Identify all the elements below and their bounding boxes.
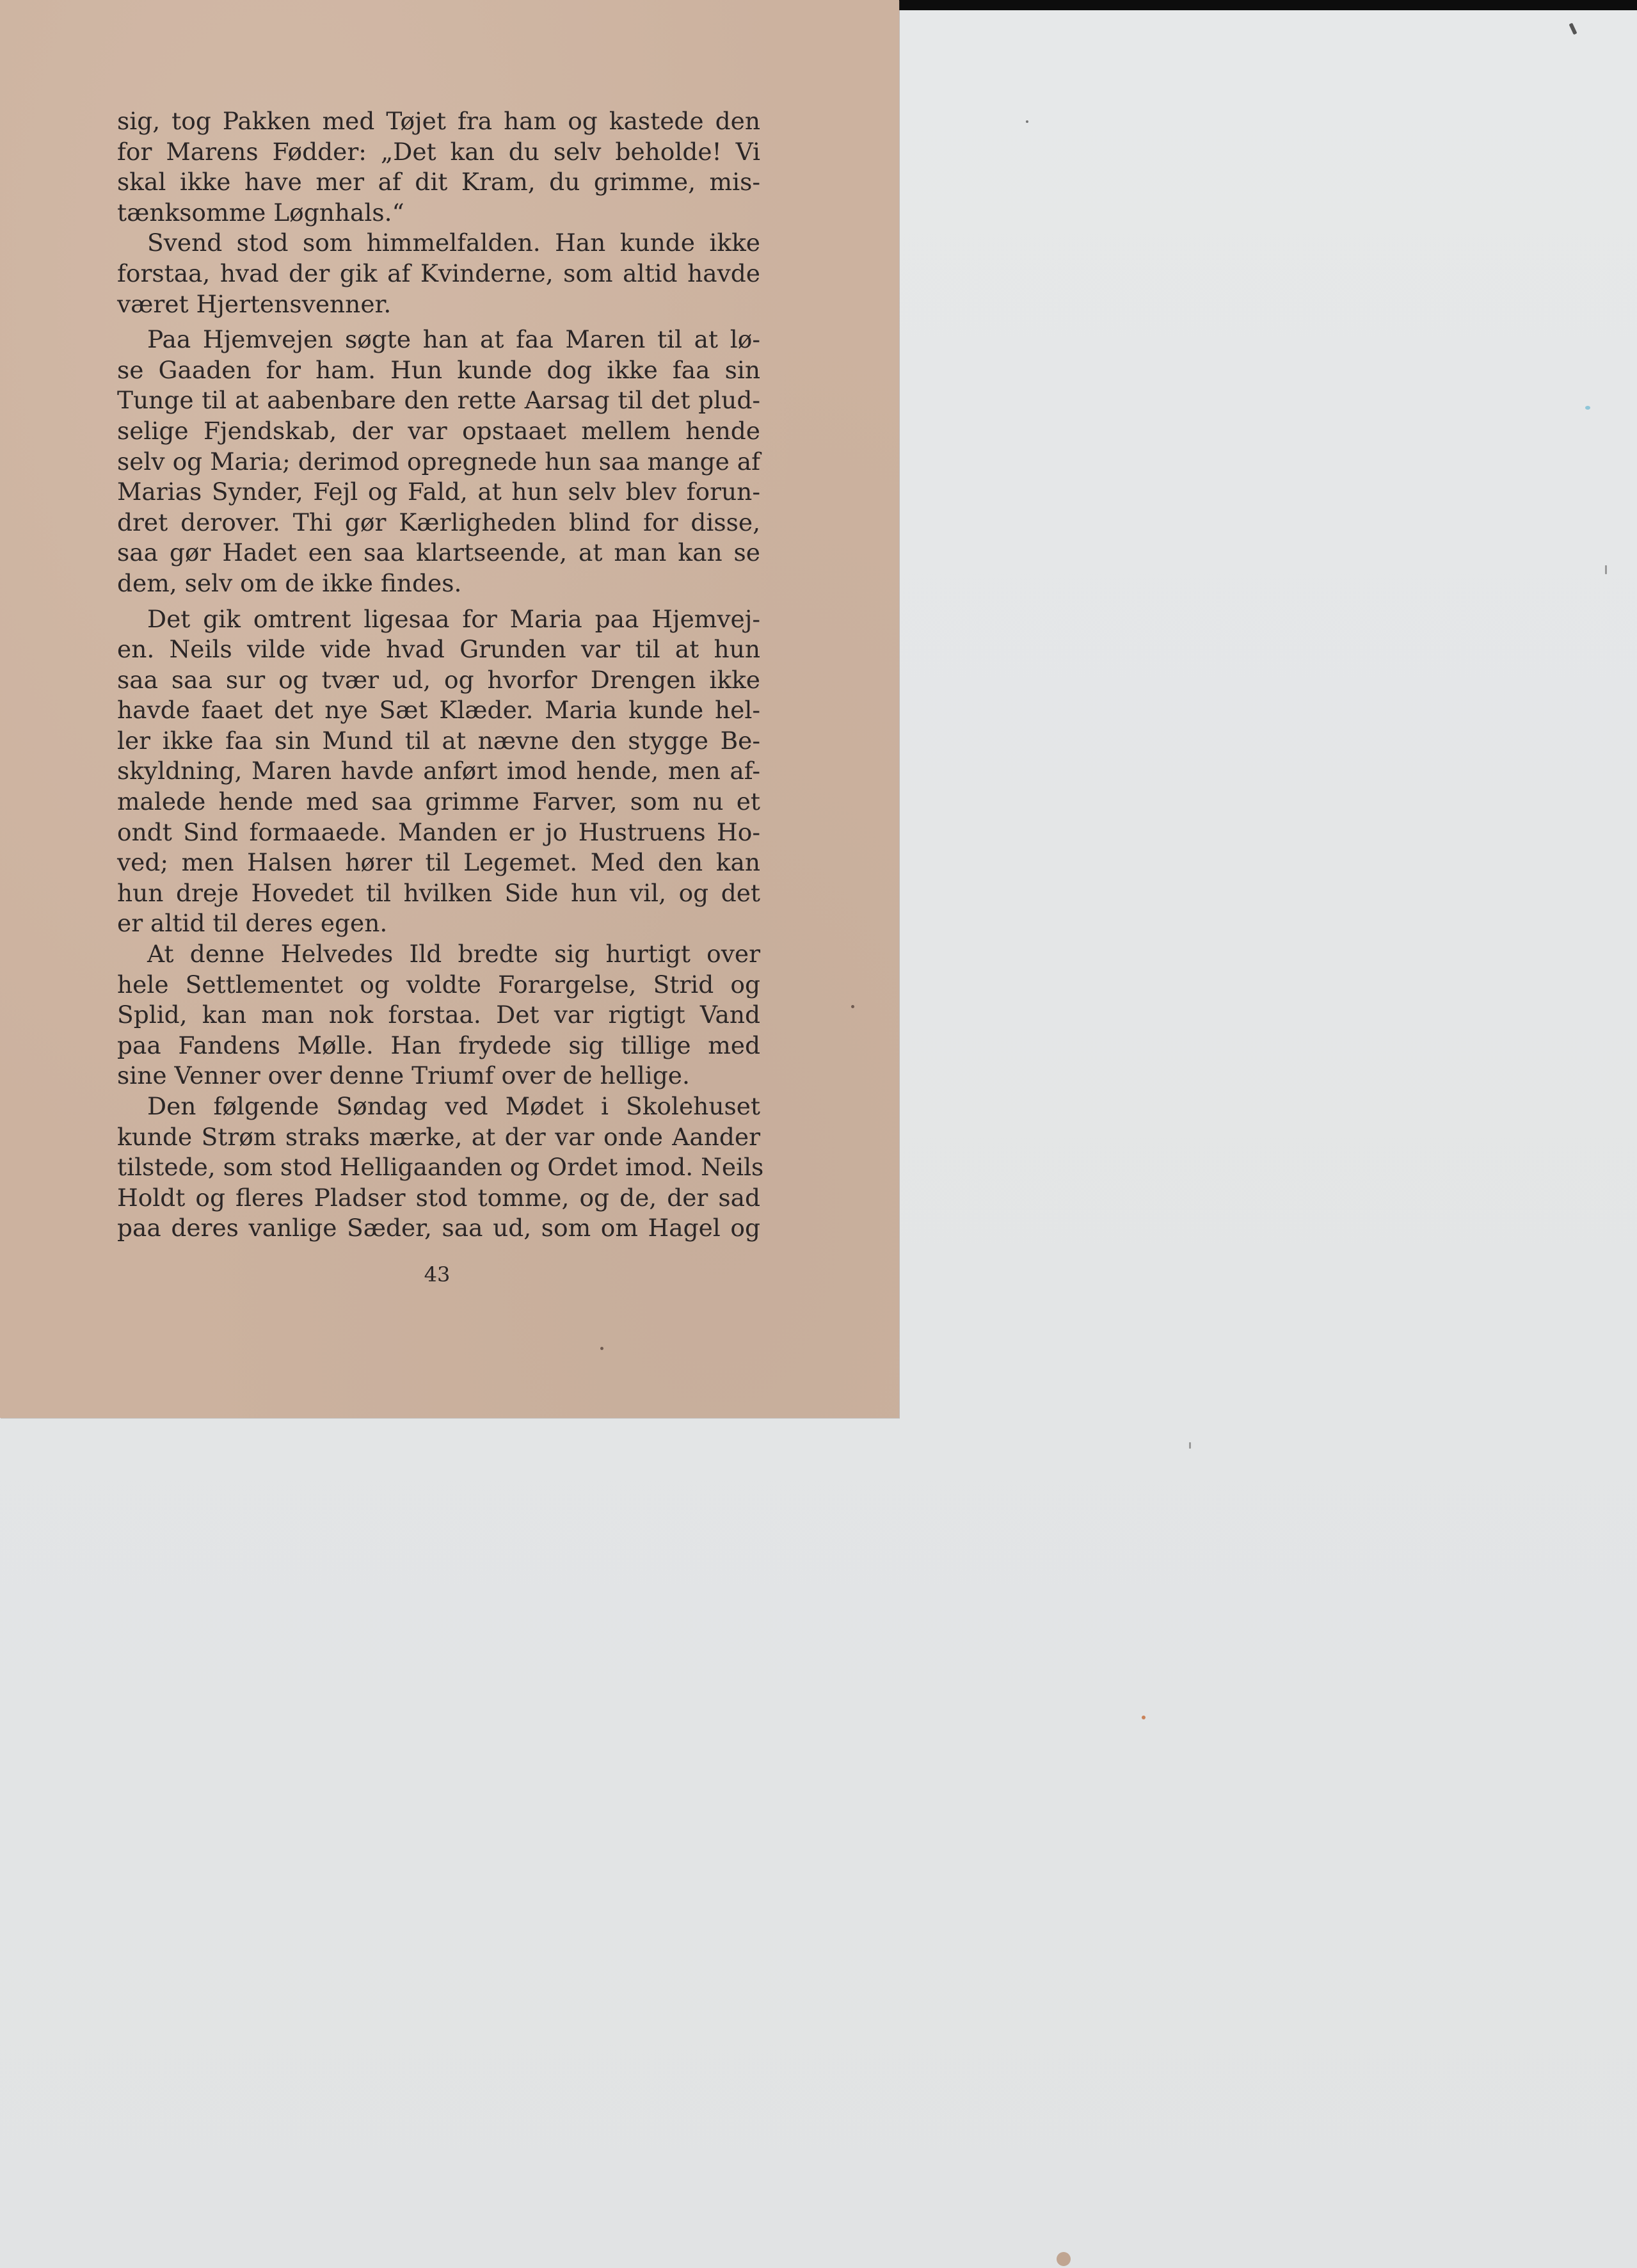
dust-speck <box>1026 120 1028 123</box>
text-line: dret derover. Thi gør Kærligheden blind for disse, <box>117 508 760 536</box>
text-line: skal ikke have mer af dit Kram, du grimme, mis- <box>117 168 760 197</box>
text-line: ondt Sind formaaede. Manden er jo Hustruens Ho- <box>117 817 760 846</box>
dust-speck <box>1585 406 1590 410</box>
text-line: dem, selv om de ikke findes. <box>117 568 462 597</box>
scanner-lid-edge <box>883 0 1637 10</box>
text-line: selv og Maria; derimod opregnede hun saa mange af <box>117 447 760 476</box>
text-line: At denne Helvedes Ild bredte sig hurtigt over <box>147 940 760 969</box>
text-line: Marias Synder, Fejl og Fald, at hun selv blev forun- <box>117 478 760 506</box>
text-line: Holdt og fleres Pladser stod tomme, og de, der sad <box>117 1183 760 1212</box>
text-line: en. Neils vilde vide hvad Grunden var til at hun <box>117 635 760 664</box>
text-line: været Hjertensvenner. <box>117 289 392 318</box>
text-line: sine Venner over denne Triumf over de hellige. <box>117 1061 690 1090</box>
dust-speck <box>600 1347 603 1350</box>
body-text <box>117 106 764 1244</box>
text-line: ler ikke faa sin Mund til at nævne den stygge Be- <box>117 726 760 755</box>
page-number: 43 <box>424 1262 451 1287</box>
text-line: hele Settlementet og voldte Forargelse, Strid og <box>117 970 760 999</box>
dust-speck <box>1605 565 1607 574</box>
text-line: Splid, kan man nok forstaa. Det var rigtigt Vand <box>117 1001 760 1029</box>
text-line: tænksomme Løgnhals.“ <box>117 198 404 227</box>
text-line: paa Fandens Mølle. Han frydede sig tillige med <box>117 1031 760 1059</box>
text-line: saa gør Hadet een saa klartseende, at man kan se <box>117 538 760 567</box>
text-line: kunde Strøm straks mærke, at der var onde Aander <box>117 1122 760 1151</box>
text-line: Paa Hjemvejen søgte han at faa Maren til at lø- <box>147 325 760 354</box>
text-line: Den følgende Søndag ved Mødet i Skolehuset <box>147 1092 760 1120</box>
text-line: Svend stod som himmelfalden. Han kunde ikke <box>147 229 760 257</box>
text-line: ved; men Halsen hører til Legemet. Med den kan <box>117 848 760 877</box>
dust-speck <box>1142 1716 1146 1719</box>
dust-speck <box>1057 2252 1071 2266</box>
text-line: er altid til deres egen. <box>117 909 388 938</box>
dust-speck <box>851 1005 854 1008</box>
text-line: hun dreje Hovedet til hvilken Side hun vil, og det <box>117 878 760 907</box>
book-page <box>0 0 899 1418</box>
text-line: havde faaet det nye Sæt Klæder. Maria kunde hel- <box>117 696 760 725</box>
text-line: paa deres vanlige Sæder, saa ud, som om Hagel og <box>117 1214 760 1243</box>
text-line: Tunge til at aabenbare den rette Aarsag til det plud- <box>117 386 760 415</box>
text-line: Det gik omtrent ligesaa for Maria paa Hjemvej- <box>147 604 760 633</box>
text-line: skyldning, Maren havde anført imod hende, men af- <box>117 757 760 785</box>
text-line: se Gaaden for ham. Hun kunde dog ikke faa sin <box>117 355 760 384</box>
dust-speck <box>1189 1442 1191 1449</box>
text-line: tilstede, som stod Helligaanden og Ordet imod. Neils <box>117 1153 764 1182</box>
text-line: sig, tog Pakken med Tøjet fra ham og kastede den <box>117 107 760 135</box>
text-line: malede hende med saa grimme Farver, som nu et <box>117 787 760 816</box>
text-line: for Marens Fødder: „Det kan du selv beholde! Vi <box>117 137 760 166</box>
text-line: forstaa, hvad der gik af Kvinderne, som altid havde <box>117 259 760 287</box>
text-line: selige Fjendskab, der var opstaaet mellem hende <box>117 416 760 445</box>
text-line: saa saa sur og tvær ud, og hvorfor Drengen ikke <box>117 665 760 694</box>
